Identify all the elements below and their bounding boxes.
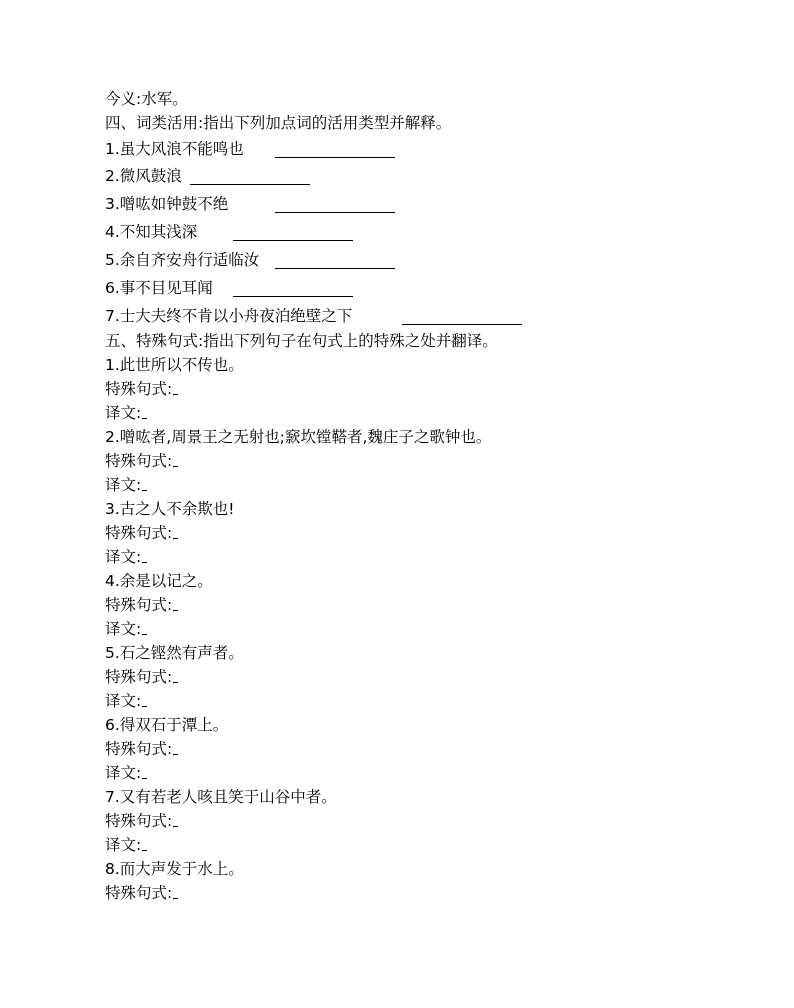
question-text: 7.士大夫终不肯以小舟夜泊绝壁之下 xyxy=(105,307,353,325)
answer-blank[interactable] xyxy=(402,324,522,325)
special-syntax-label: 特殊句式: xyxy=(105,524,173,542)
special-syntax-field xyxy=(105,884,178,902)
special-syntax-label: 特殊句式: xyxy=(105,596,173,614)
sentence-text: 6.得双石于潭上。 xyxy=(105,716,229,734)
translation-label: 译文: xyxy=(105,764,142,782)
text-line-modern-meaning: 今义:水军。 xyxy=(105,90,188,108)
special-syntax-label: 特殊句式: xyxy=(105,884,173,902)
question-text: 1.虽大风浪不能鸣也 xyxy=(105,140,244,158)
answer-stub[interactable] xyxy=(142,706,147,707)
sentence-text: 3.古之人不余欺也! xyxy=(105,500,235,518)
answer-blank[interactable] xyxy=(233,296,353,297)
translation-field xyxy=(105,404,147,422)
answer-blank[interactable] xyxy=(275,268,395,269)
translation-label: 译文: xyxy=(105,476,142,494)
translation-label: 译文: xyxy=(105,548,142,566)
translation-field xyxy=(105,764,147,782)
translation-field xyxy=(105,548,147,566)
answer-stub[interactable] xyxy=(142,490,147,491)
answer-stub[interactable] xyxy=(173,898,178,899)
question-text: 4.不知其浅深 xyxy=(105,223,198,241)
answer-stub[interactable] xyxy=(173,466,178,467)
answer-blank[interactable] xyxy=(275,212,395,213)
special-syntax-label: 特殊句式: xyxy=(105,812,173,830)
question-text: 6.事不目见耳闻 xyxy=(105,279,213,297)
special-syntax-field xyxy=(105,524,178,542)
sentence-text: 2.噌吰者,周景王之无射也;窾坎镗鞳者,魏庄子之歌钟也。 xyxy=(105,428,492,446)
answer-stub[interactable] xyxy=(173,754,178,755)
question-text: 5.余自齐安舟行适临汝 xyxy=(105,251,260,269)
special-syntax-field xyxy=(105,596,178,614)
special-syntax-label: 特殊句式: xyxy=(105,668,173,686)
special-syntax-field xyxy=(105,668,178,686)
translation-label: 译文: xyxy=(105,692,142,710)
translation-field xyxy=(105,836,147,854)
section-heading-special-syntax: 五、特殊句式:指出下列句子在句式上的特殊之处并翻译。 xyxy=(105,332,498,350)
sentence-text: 5.石之铿然有声者。 xyxy=(105,644,244,662)
answer-stub[interactable] xyxy=(173,610,178,611)
special-syntax-field xyxy=(105,812,178,830)
translation-field xyxy=(105,476,147,494)
special-syntax-field xyxy=(105,380,178,398)
answer-blank[interactable] xyxy=(233,240,353,241)
special-syntax-field xyxy=(105,740,178,758)
sentence-text: 8.而大声发于水上。 xyxy=(105,860,244,878)
question-text: 3.噌吰如钟鼓不绝 xyxy=(105,195,229,213)
special-syntax-label: 特殊句式: xyxy=(105,452,173,470)
answer-stub[interactable] xyxy=(142,634,147,635)
translation-label: 译文: xyxy=(105,836,142,854)
answer-stub[interactable] xyxy=(173,826,178,827)
translation-field xyxy=(105,620,147,638)
sentence-text: 4.余是以记之。 xyxy=(105,572,213,590)
answer-stub[interactable] xyxy=(173,682,178,683)
answer-stub[interactable] xyxy=(142,850,147,851)
sentence-text: 7.又有若老人咳且笑于山谷中者。 xyxy=(105,788,337,806)
answer-stub[interactable] xyxy=(142,562,147,563)
sentence-text: 1.此世所以不传也。 xyxy=(105,356,244,374)
answer-blank[interactable] xyxy=(190,184,310,185)
translation-label: 译文: xyxy=(105,404,142,422)
section-heading-word-class: 四、词类活用:指出下列加点词的活用类型并解释。 xyxy=(105,114,452,132)
answer-stub[interactable] xyxy=(142,778,147,779)
special-syntax-label: 特殊句式: xyxy=(105,740,173,758)
answer-stub[interactable] xyxy=(173,538,178,539)
special-syntax-label: 特殊句式: xyxy=(105,380,173,398)
answer-blank[interactable] xyxy=(275,157,395,158)
answer-stub[interactable] xyxy=(142,418,147,419)
question-text: 2.微风鼓浪 xyxy=(105,167,182,185)
translation-field xyxy=(105,692,147,710)
special-syntax-field xyxy=(105,452,178,470)
answer-stub[interactable] xyxy=(173,394,178,395)
translation-label: 译文: xyxy=(105,620,142,638)
